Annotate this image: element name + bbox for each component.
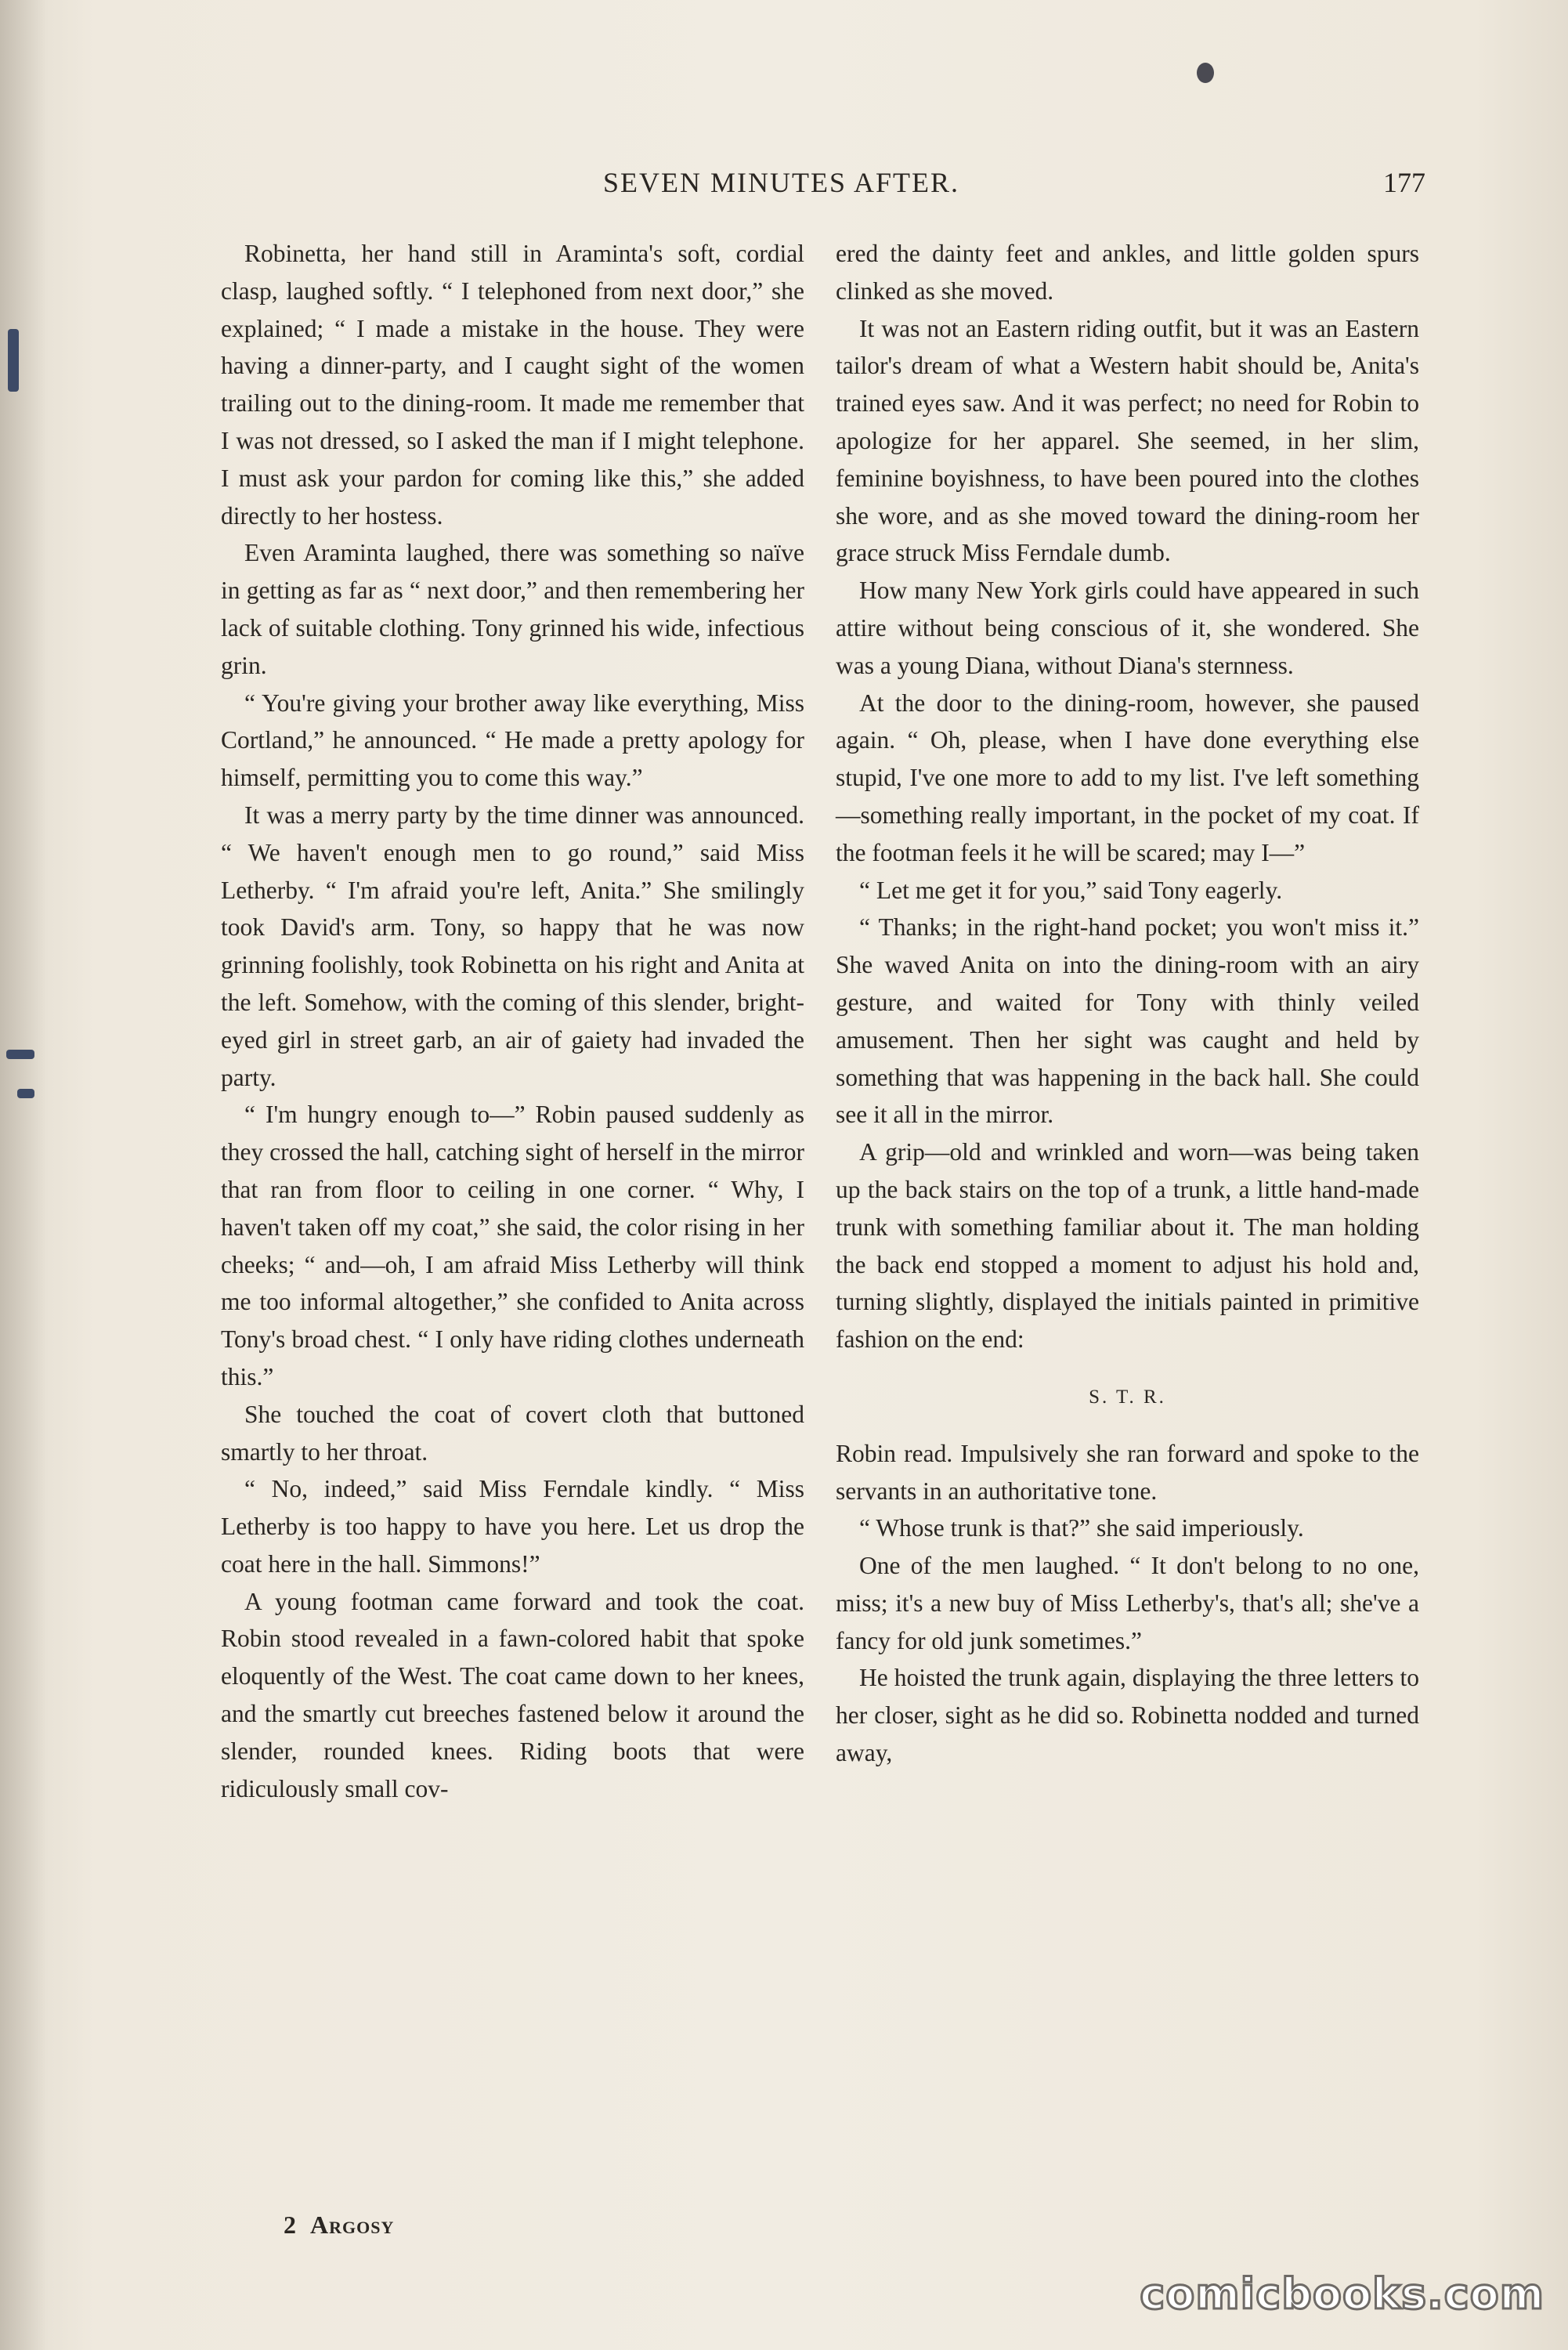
paragraph: It was a merry party by the time dinner was announced. “ We haven't enough men to go round,” said Miss Letherby. “ I'm afraid you're left, Anita.” She smilingly took David's arm. Tony, so happy that he was now grinning foolishly, took Robinetta on his right and Anita at the left. Somehow, with the coming of this slender, bright-eyed girl in street garb, an air of gaiety had invaded the party.: [221, 801, 804, 1091]
running-title: SEVEN MINUTES AFTER.: [603, 167, 960, 198]
binding-shadow: [0, 0, 47, 2350]
paragraph: One of the men laughed. “ It don't belong to no one, miss; it's a new buy of Miss Letherby's, that's all; she've a fancy for old junk sometimes.”: [836, 1552, 1419, 1654]
paragraph: “ Whose trunk is that?” she said imperiously.: [859, 1514, 1304, 1542]
watermark-logo: comicbooks.com: [1140, 2269, 1545, 2319]
left-column: [221, 235, 804, 1807]
right-column: [836, 235, 1419, 1772]
paragraph: At the door to the dining-room, however, she paused again. “ Oh, please, when I have done everything else stupid, I've one more to add to my list. I've left something—something really important, in the pocket of my coat. If the footman feels it he will be scared; may I—”: [836, 689, 1419, 866]
paragraph: Robinetta, her hand still in Araminta's soft, cordial clasp, laughed softly. “ I telephoned from next door,” she explained; “ I made a mistake in the house. They were having a dinner-party, and I caught sight of the women trailing out to the dining-room. It made me remember that I was not dressed, so I asked the man if I might telephone. I must ask your pardon for coming like this,” she added directly to her hostess.: [221, 240, 804, 530]
paragraph: He hoisted the trunk again, displaying the three letters to her closer, sight as he did so. Robinetta nodded and turned away,: [836, 1664, 1419, 1767]
paragraph: Robin read. Impulsively she ran forward and spoke to the servants in an authoritative tone.: [836, 1439, 1419, 1505]
paragraph: Even Araminta laughed, there was something so naïve in getting as far as “ next door,” and then remembering her lack of suitable clothing. Tony grinned his wide, infectious grin.: [221, 539, 804, 679]
page-header: [235, 166, 1425, 213]
paragraph: “ No, indeed,” said Miss Ferndale kindly. “ Miss Letherby is too happy to have you here. Let us drop the coat here in the hall. Simmons!”: [221, 1475, 804, 1578]
signature-number: 2: [284, 2211, 297, 2239]
paragraph: ered the dainty feet and ankles, and little golden spurs clinked as she moved.: [836, 240, 1419, 305]
ink-spot: [6, 1050, 34, 1059]
paragraph: “ I'm hungry enough to—” Robin paused suddenly as they crossed the hall, catching sight of herself in the mirror that ran from floor to ceiling in one corner. “ Why, I haven't taken off my coat,” she said, the color rising in her cheeks; “ and—oh, I am afraid Miss Letherby will think me too informal altogether,” she confided to Anita across Tony's broad chest. “ I only have riding clothes underneath this.”: [221, 1101, 804, 1390]
page-number: 177: [1383, 167, 1425, 198]
paragraph: She touched the coat of covert cloth that buttoned smartly to her throat.: [221, 1400, 804, 1466]
paragraph: A young footman came forward and took the coat. Robin stood revealed in a fawn-colored habit that spoke eloquently of the West. The coat came down to her knees, and the smartly cut breeches fastened below it around the slender, rounded knees. Riding boots that were ridiculously small cov-: [221, 1587, 804, 1802]
paragraph: “ Thanks; in the right-hand pocket; you won't miss it.” She waved Anita on into the dining-room with an airy gesture, and waited for Tony with thinly veiled amusement. Then her sight was caught and held by something that was happening in the back hall. She could see it all in the mirror.: [836, 913, 1419, 1129]
ink-spot: [8, 329, 19, 392]
signature-name: Argosy: [310, 2211, 395, 2239]
ink-spot: [17, 1089, 34, 1098]
trunk-initials: S. T. R.: [1089, 1386, 1166, 1408]
paragraph: “ You're giving your brother away like everything, Miss Cortland,” he announced. “ He made a pretty apology for himself, permitting you to come this way.”: [221, 689, 804, 792]
signature-mark: [284, 2211, 394, 2240]
paragraph: How many New York girls could have appeared in such attire without being conscious of it, she wondered. She was a young Diana, without Diana's sternness.: [836, 577, 1419, 679]
paragraph: “ Let me get it for you,” said Tony eagerly.: [859, 876, 1283, 904]
ink-spot: [1197, 63, 1214, 83]
paragraph: It was not an Eastern riding outfit, but it was an Eastern tailor's dream of what a Western habit should be, Anita's trained eyes saw. And it was perfect; no need for Robin to apologize for her apparel. She seemed, in her slim, feminine boyishness, to have been poured into the clothes she wore, and as she moved toward the dining-room her grace struck Miss Ferndale dumb.: [836, 314, 1419, 567]
paragraph: A grip—old and wrinkled and worn—was being taken up the back stairs on the top of a trunk, a little hand-made trunk with something familiar about it. The man holding the back end stopped a moment to adjust his hold and, turning slightly, displayed the initials painted in primitive fashion on the end:: [836, 1138, 1419, 1354]
